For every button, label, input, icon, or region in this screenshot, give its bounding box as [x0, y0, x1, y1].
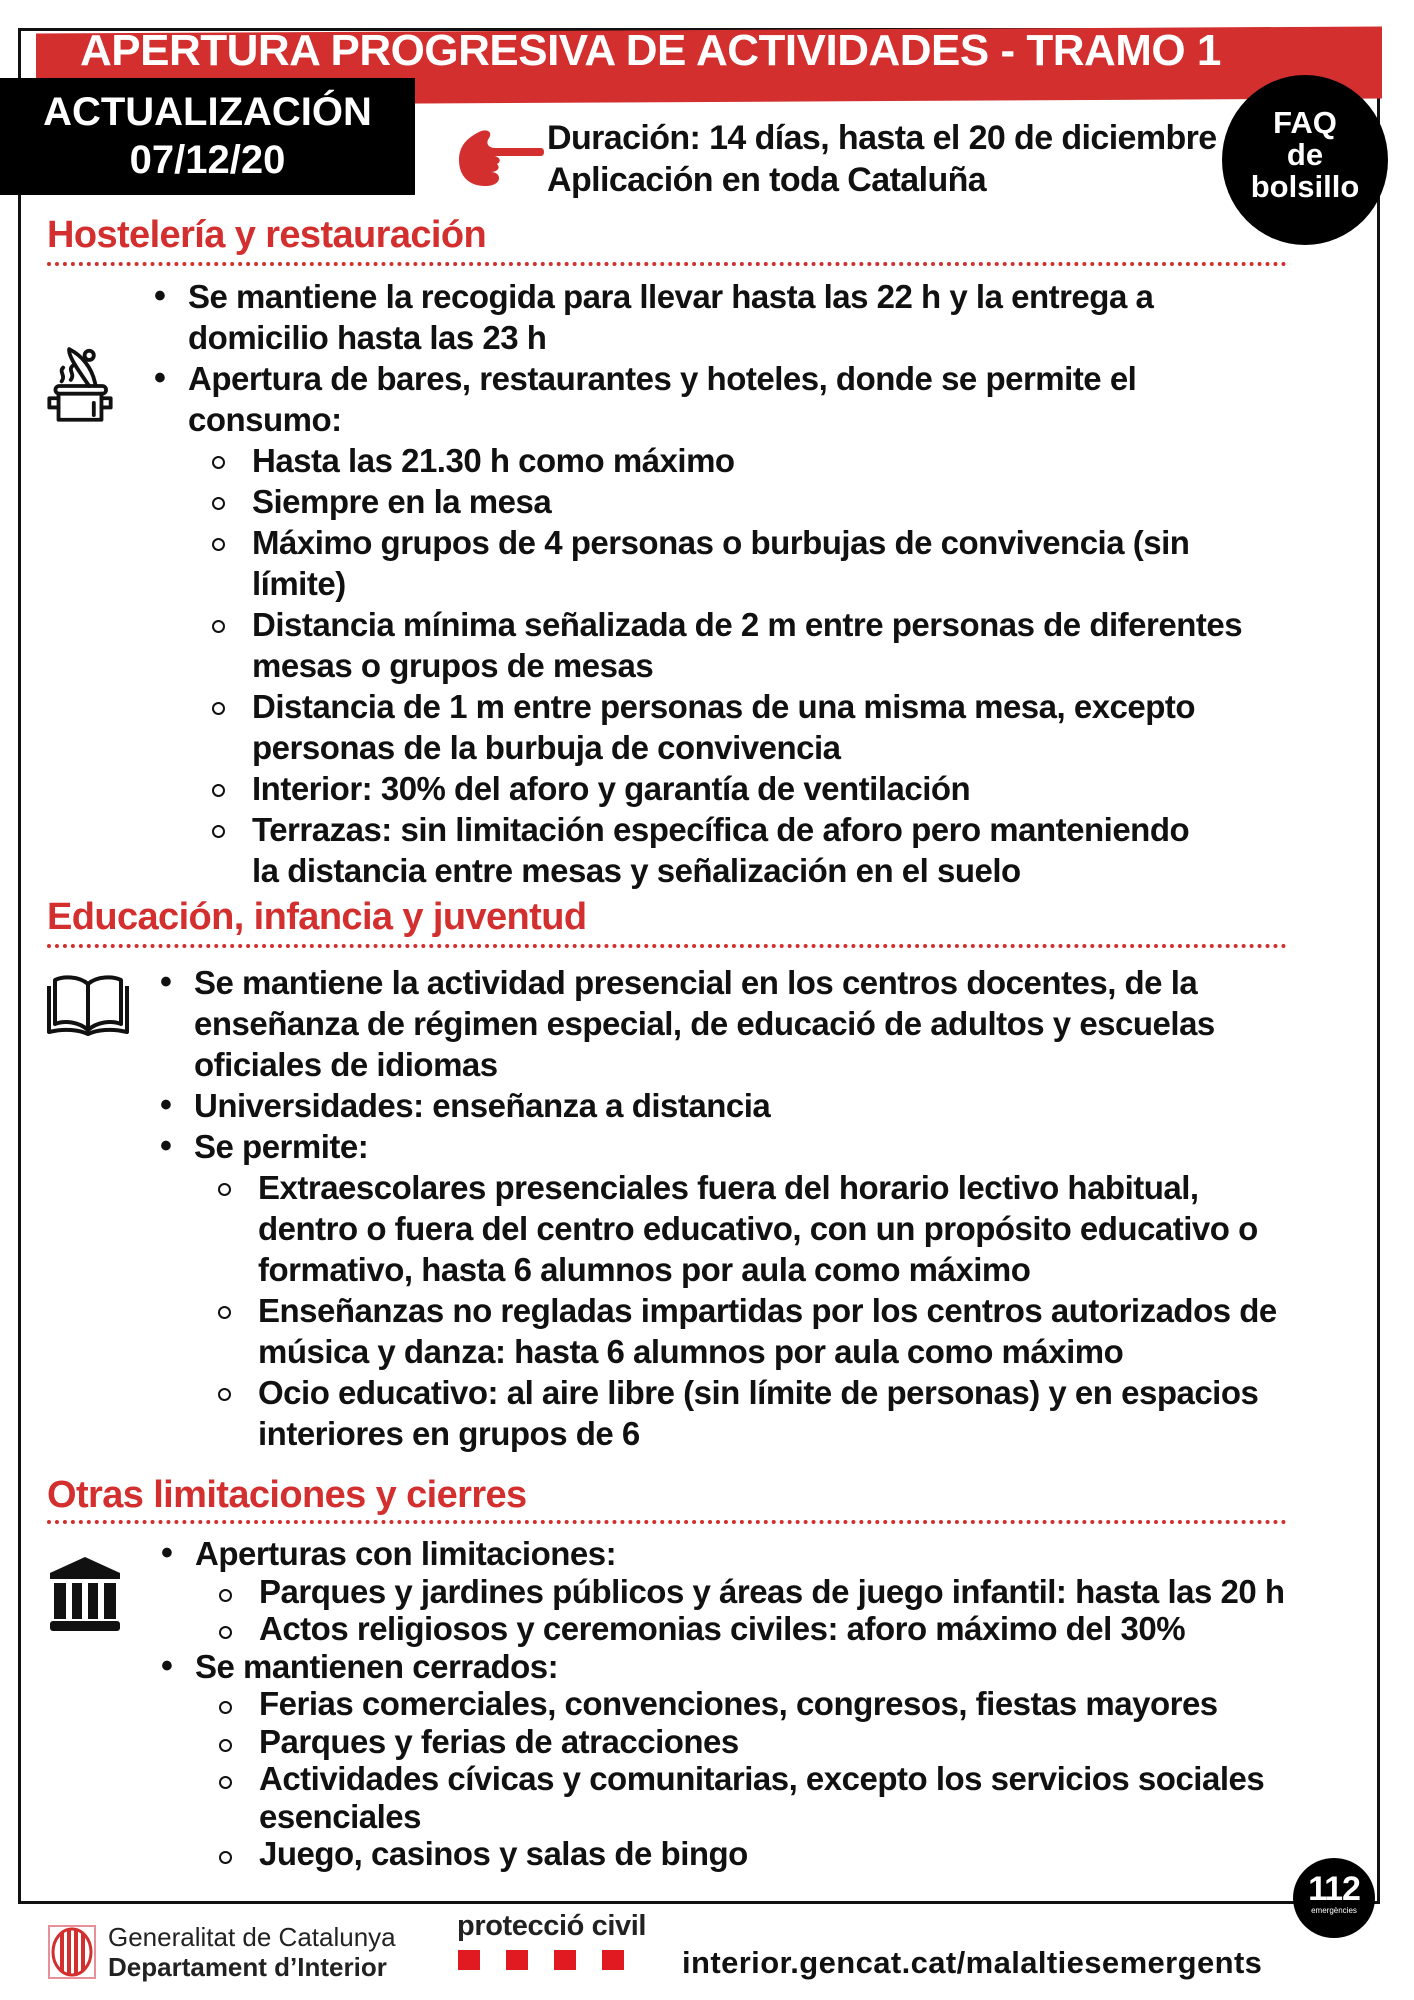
section-list-otras	[157, 1535, 1387, 1873]
pointing-hand-icon	[455, 126, 545, 188]
faq-line-3: bolsillo	[1250, 169, 1360, 204]
bullet-text-line: interiores en grupos de 6	[258, 1415, 640, 1452]
section-divider	[47, 1520, 1287, 1524]
proteccio-civil-label: protecció civil	[457, 1910, 647, 1942]
bullet-text-line: Actividades cívicas y comunitarias, excepto los servicios sociales	[259, 1760, 1265, 1797]
sub-bullet-item	[150, 686, 1380, 768]
sub-bullet-item	[150, 768, 1380, 809]
bullet-text-line: límite)	[252, 565, 346, 602]
emergency-label: emergències	[1311, 1906, 1357, 1915]
bullet-text-line: Actos religiosos y ceremonias civiles: aforo máximo del 30%	[259, 1610, 1186, 1647]
sub-bullet-item	[157, 1573, 1387, 1611]
section-divider	[47, 262, 1287, 266]
sub-bullet-item	[156, 1372, 1386, 1454]
faq-line-2: de	[1286, 137, 1324, 172]
bullet-text-line: Siempre en la mesa	[252, 483, 552, 520]
update-badge	[0, 78, 415, 195]
bullet-item	[156, 962, 1386, 1085]
bullet-text-line: • Se permite:	[194, 1128, 369, 1165]
section-title-otras: Otras limitaciones y cierres	[47, 1474, 527, 1516]
website-link[interactable]: interior.gencat.cat/malaltiesemergents	[682, 1945, 1263, 1980]
bullet-text-line: Juego, casinos y salas de bingo	[259, 1835, 748, 1872]
bullet-text-line: Ferias comerciales, convenciones, congresos, fiestas mayores	[259, 1685, 1218, 1722]
bullet-text-line: • Se mantiene la actividad presencial en los centros docentes, de la	[194, 964, 1198, 1001]
scope-line: Aplicación en toda Cataluña	[547, 161, 987, 199]
bullet-text-line: Parques y jardines públicos y áreas de juego infantil: hasta las 20 h	[259, 1572, 1285, 1610]
bullet-text-line: • Se mantienen cerrados:	[195, 1647, 559, 1685]
bullet-text-line: dentro o fuera del centro educativo, con un propósito educativo o	[258, 1210, 1258, 1247]
generalitat-line-2: Departament d’Interior	[108, 1952, 387, 1982]
sub-bullet-item	[150, 522, 1380, 604]
bullet-text-line: domicilio hasta las 23 h	[188, 319, 547, 356]
bullet-item	[156, 1126, 1386, 1167]
bullet-text-line: música y danza: hasta 6 alumnos por aula como máximo	[258, 1333, 1124, 1370]
sub-bullet-item	[156, 1167, 1386, 1290]
generalitat-line-1: Generalitat de Catalunya	[108, 1922, 396, 1952]
bullet-item	[157, 1535, 1387, 1573]
section-title-educacion: Educación, infancia y juventud	[47, 896, 587, 938]
proteccio-civil-squares-icon	[458, 1950, 624, 1970]
sub-bullet-item	[150, 481, 1380, 522]
bullet-text-line: Enseñanzas no regladas impartidas por los centros autorizados de	[258, 1292, 1277, 1329]
bullet-text-line: • Apertura de bares, restaurantes y hoteles, donde se permite el	[188, 360, 1137, 397]
update-label: ACTUALIZACIÓN	[43, 90, 372, 134]
sub-bullet-item	[150, 604, 1380, 686]
bullet-text-line: Extraescolares presenciales fuera del horario lectivo habitual,	[258, 1169, 1199, 1206]
generalitat-name	[108, 1922, 396, 1982]
update-date: 07/12/20	[129, 138, 286, 182]
bullet-text-line: Ocio educativo: al aire libre (sin límite de personas) y en espacios	[258, 1374, 1259, 1411]
bullet-text-line: Máximo grupos de 4 personas o burbujas de convivencia (sin	[252, 524, 1190, 561]
bullet-text-line: enseñanza de régimen especial, de educació de adultos y escuelas	[194, 1005, 1215, 1042]
bullet-text-line: consumo:	[188, 401, 342, 438]
sub-bullet-item	[150, 440, 1380, 481]
sub-bullet-item	[156, 1290, 1386, 1372]
institution-building-icon	[48, 1555, 122, 1633]
section-list-hosteleria	[150, 276, 1380, 891]
bullet-text-line: esenciales	[259, 1797, 421, 1835]
bullet-item	[157, 1648, 1387, 1686]
emergency-number: 112	[1308, 1870, 1360, 1908]
bullet-item	[156, 1085, 1386, 1126]
bullet-text-line: Distancia de 1 m entre personas de una misma mesa, excepto	[252, 688, 1196, 725]
sub-bullet-item	[157, 1760, 1387, 1835]
bullet-text-line: • Universidades: enseñanza a distancia	[194, 1087, 771, 1124]
duration-info	[547, 117, 1217, 201]
bullet-text-line: Distancia mínima señalizada de 2 m entre personas de diferentes	[252, 606, 1243, 643]
generalitat-logo-icon	[48, 1925, 96, 1979]
bullet-text-line: Interior: 30% del aforo y garantía de ventilación	[252, 770, 971, 807]
sub-bullet-item	[150, 809, 1380, 891]
faq-badge	[1222, 75, 1388, 245]
bullet-text-line: mesas o grupos de mesas	[252, 647, 654, 684]
bullet-text-line: la distancia entre mesas y señalización en el suelo	[252, 852, 1021, 889]
bullet-text-line: Hasta las 21.30 h como máximo	[252, 442, 735, 479]
section-divider	[47, 944, 1287, 948]
sub-bullet-item	[157, 1835, 1387, 1873]
bullet-text-line: • Se mantiene la recogida para llevar hasta las 22 h y la entrega a	[188, 278, 1154, 315]
cooking-pot-icon	[34, 340, 126, 432]
bullet-item	[150, 358, 1380, 440]
bullet-item	[150, 276, 1380, 358]
bullet-text-line: Terrazas: sin limitación específica de aforo pero manteniendo	[252, 811, 1190, 848]
section-list-educacion	[156, 962, 1386, 1454]
sub-bullet-item	[157, 1610, 1387, 1648]
bullet-text-line: oficiales de idiomas	[194, 1046, 498, 1083]
bullet-text-line: • Aperturas con limitaciones:	[195, 1535, 617, 1572]
sub-bullet-item	[157, 1723, 1387, 1761]
faq-line-1: FAQ	[1273, 105, 1337, 140]
section-title-hosteleria: Hostelería y restauración	[47, 214, 487, 256]
open-book-icon	[45, 972, 131, 1036]
bullet-text-line: Parques y ferias de atracciones	[259, 1722, 739, 1760]
emergency-112-badge	[1293, 1858, 1375, 1938]
bullet-text-line: formativo, hasta 6 alumnos por aula como máximo	[258, 1251, 1031, 1288]
bullet-text-line: personas de la burbuja de convivencia	[252, 729, 841, 766]
duration-line: Duración: 14 días, hasta el 20 de diciembre	[547, 119, 1217, 157]
page-title: APERTURA PROGRESIVA DE ACTIVIDADES - TRAMO 1	[80, 26, 1221, 75]
sub-bullet-item	[157, 1685, 1387, 1723]
